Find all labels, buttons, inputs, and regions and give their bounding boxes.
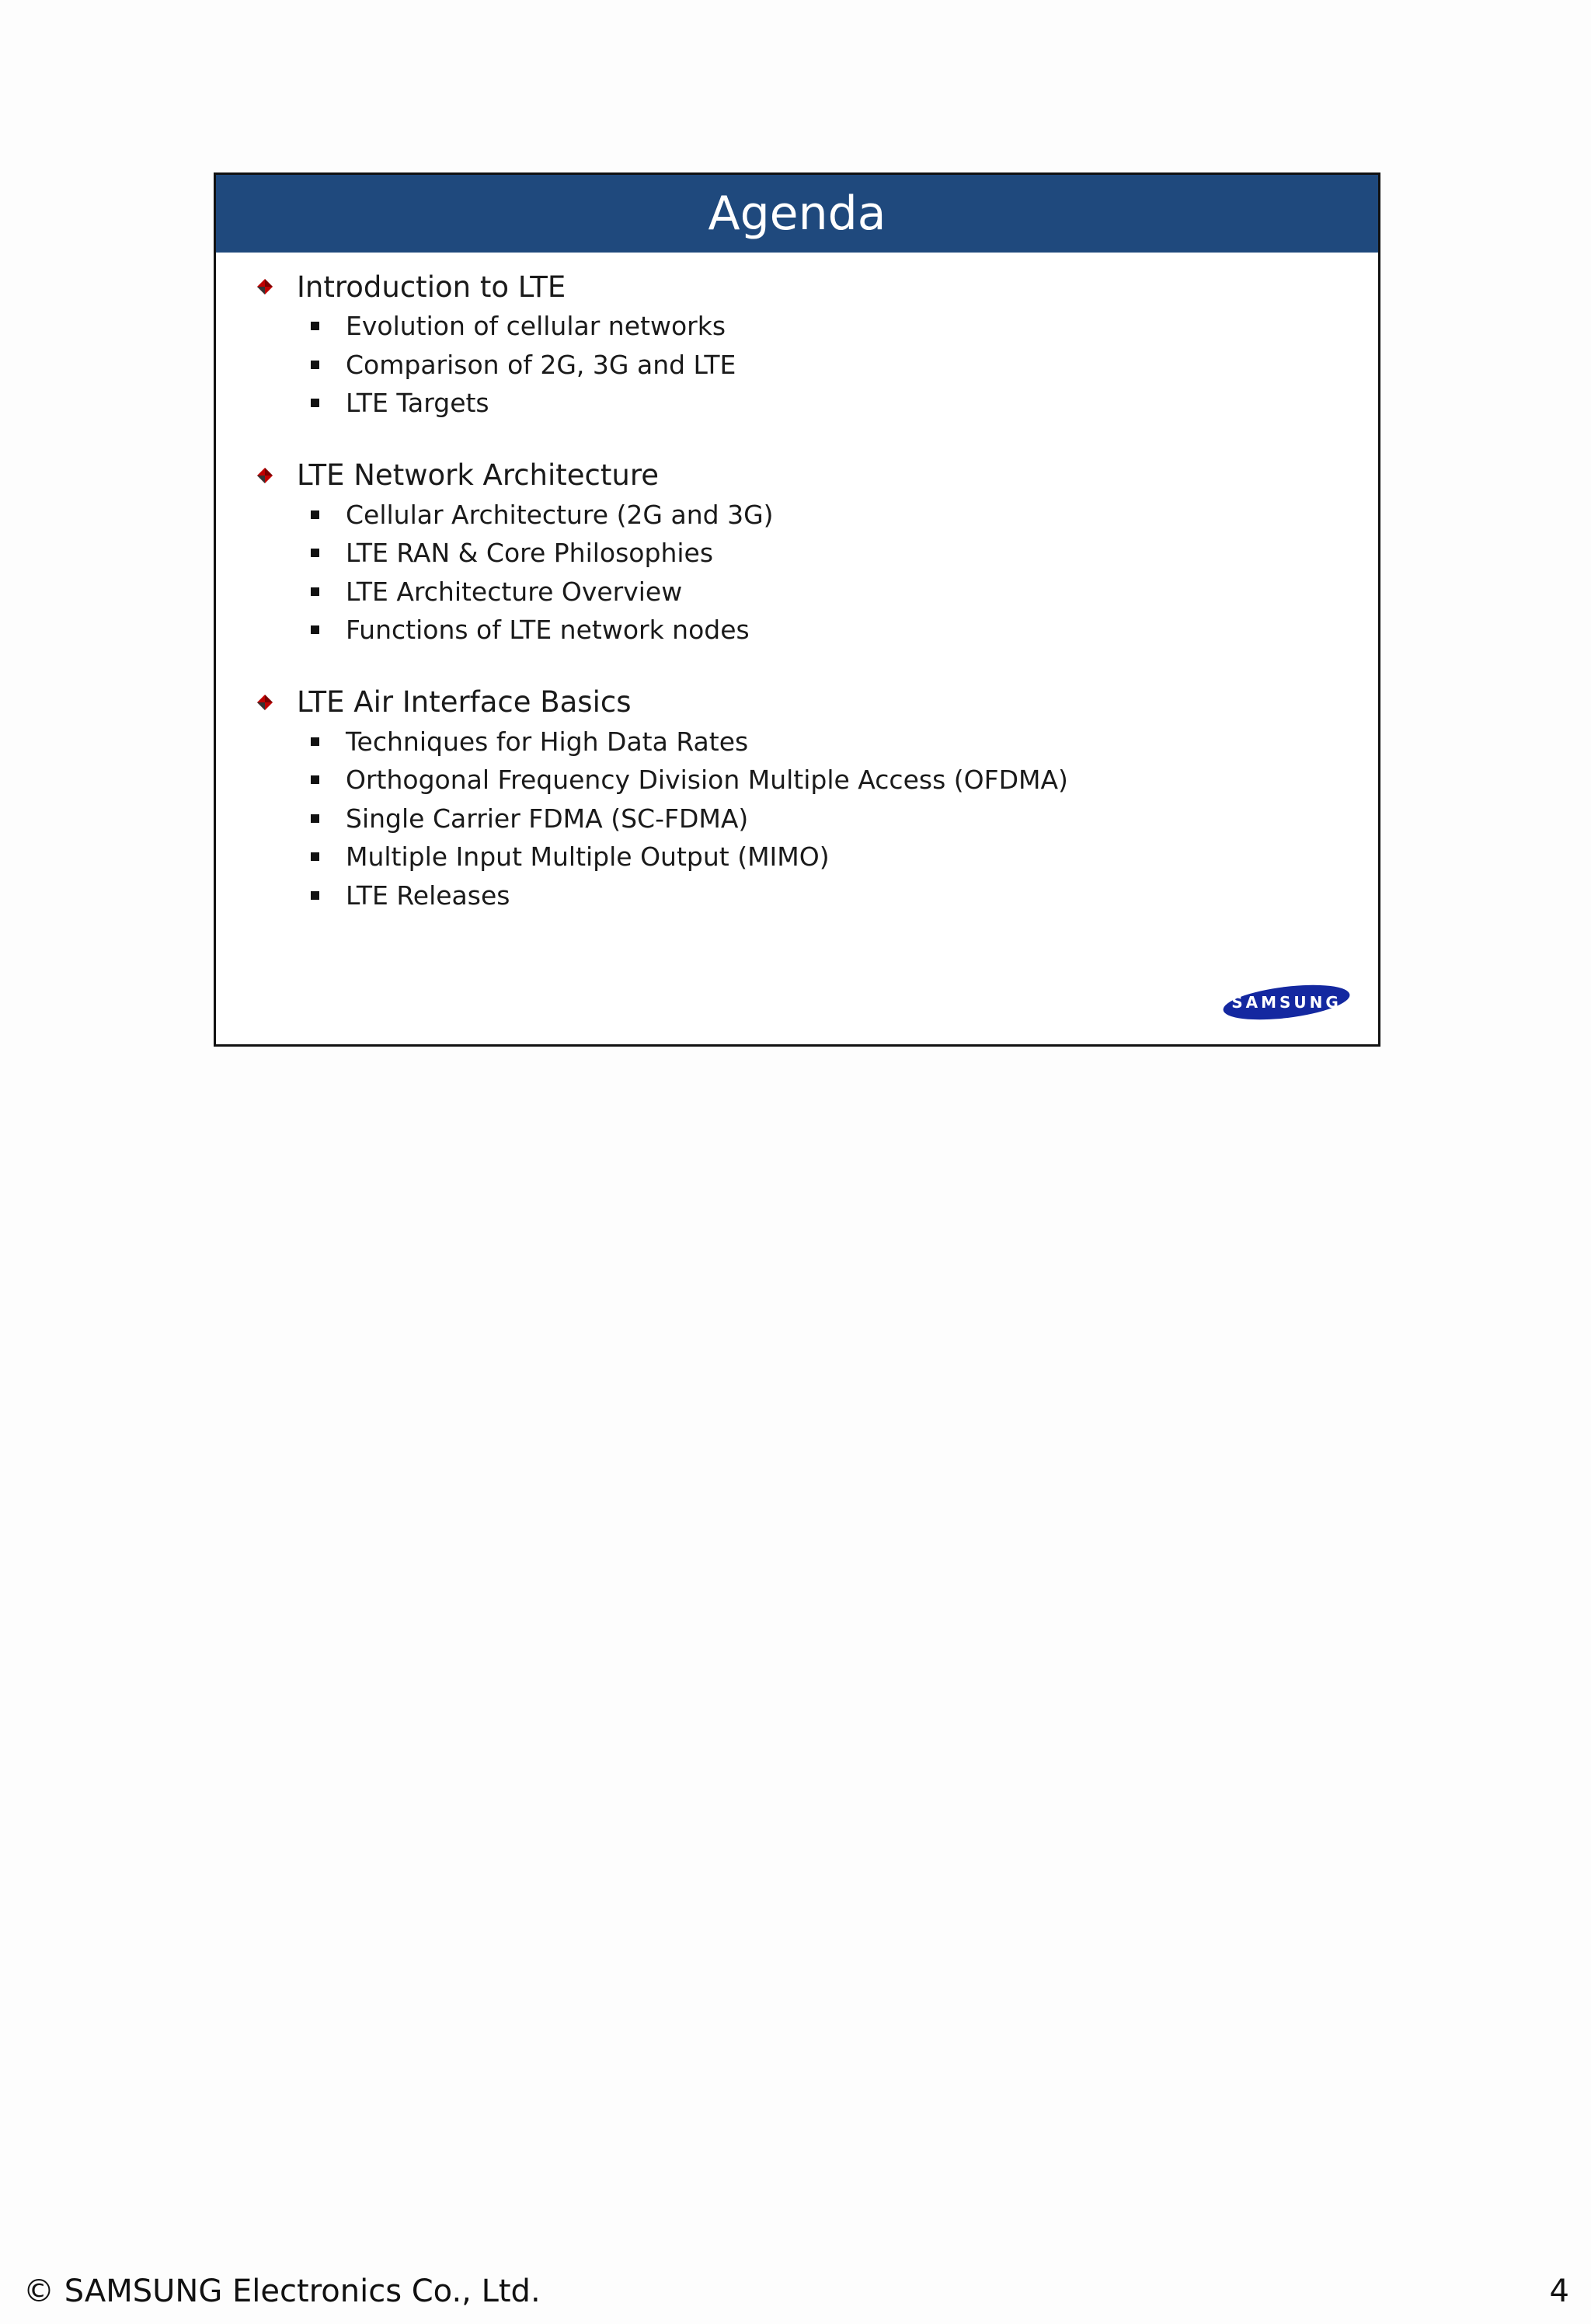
square-bullet-icon bbox=[311, 775, 319, 784]
square-bullet-icon bbox=[311, 361, 319, 369]
slide-header bbox=[216, 175, 1378, 253]
list-item bbox=[311, 496, 1347, 535]
square-bullet-icon bbox=[311, 891, 319, 900]
section-heading bbox=[256, 455, 1347, 496]
square-bullet-icon bbox=[311, 587, 319, 596]
list-item bbox=[311, 876, 1347, 915]
square-bullet-icon bbox=[311, 399, 319, 407]
square-bullet-icon bbox=[311, 737, 319, 746]
agenda-list bbox=[256, 267, 1347, 947]
diamond-bullet-icon bbox=[256, 278, 273, 295]
square-bullet-icon bbox=[311, 510, 319, 519]
slide bbox=[214, 172, 1380, 1047]
list-item-label: Orthogonal Frequency Division Multiple Access (OFDMA) bbox=[346, 765, 1068, 796]
list-item bbox=[311, 723, 1347, 761]
list-item bbox=[311, 534, 1347, 573]
page-number: 4 bbox=[1549, 2273, 1569, 2309]
square-bullet-icon bbox=[311, 322, 319, 330]
section-label: LTE Network Architecture bbox=[297, 458, 660, 492]
list-item bbox=[311, 761, 1347, 800]
diamond-bullet-icon bbox=[256, 694, 273, 711]
list-item-label: Multiple Input Multiple Output (MIMO) bbox=[346, 841, 830, 873]
list-item-label: LTE Architecture Overview bbox=[346, 576, 683, 607]
list-item bbox=[311, 346, 1347, 385]
footer-copyright: © SAMSUNG Electronics Co., Ltd. bbox=[23, 2273, 541, 2309]
logo-text: SAMSUNG bbox=[1231, 993, 1342, 1012]
list-item bbox=[311, 307, 1347, 346]
agenda-section bbox=[256, 682, 1347, 915]
section-label: Introduction to LTE bbox=[297, 270, 566, 304]
sub-list bbox=[256, 307, 1347, 423]
slide-title: Agenda bbox=[708, 186, 886, 241]
sub-list bbox=[256, 723, 1347, 915]
sub-list bbox=[256, 496, 1347, 650]
agenda-section bbox=[256, 455, 1347, 650]
list-item-label: Techniques for High Data Rates bbox=[346, 726, 749, 757]
list-item-label: Cellular Architecture (2G and 3G) bbox=[346, 499, 774, 530]
list-item-label: LTE RAN & Core Philosophies bbox=[346, 538, 714, 569]
square-bullet-icon bbox=[311, 625, 319, 634]
list-item-label: Single Carrier FDMA (SC-FDMA) bbox=[346, 803, 749, 834]
agenda-section bbox=[256, 267, 1347, 423]
list-item bbox=[311, 800, 1347, 838]
section-heading bbox=[256, 267, 1347, 307]
section-heading bbox=[256, 682, 1347, 723]
square-bullet-icon bbox=[311, 549, 319, 557]
list-item bbox=[311, 611, 1347, 650]
list-item-label: Comparison of 2G, 3G and LTE bbox=[346, 349, 736, 380]
samsung-logo bbox=[1221, 984, 1352, 1021]
section-label: LTE Air Interface Basics bbox=[297, 685, 632, 719]
square-bullet-icon bbox=[311, 852, 319, 861]
list-item-label: LTE Targets bbox=[346, 388, 489, 419]
list-item-label: LTE Releases bbox=[346, 880, 510, 911]
list-item-label: Functions of LTE network nodes bbox=[346, 615, 750, 646]
square-bullet-icon bbox=[311, 814, 319, 823]
list-item bbox=[311, 573, 1347, 611]
list-item bbox=[311, 838, 1347, 876]
list-item-label: Evolution of cellular networks bbox=[346, 311, 726, 342]
list-item bbox=[311, 384, 1347, 423]
diamond-bullet-icon bbox=[256, 467, 273, 484]
